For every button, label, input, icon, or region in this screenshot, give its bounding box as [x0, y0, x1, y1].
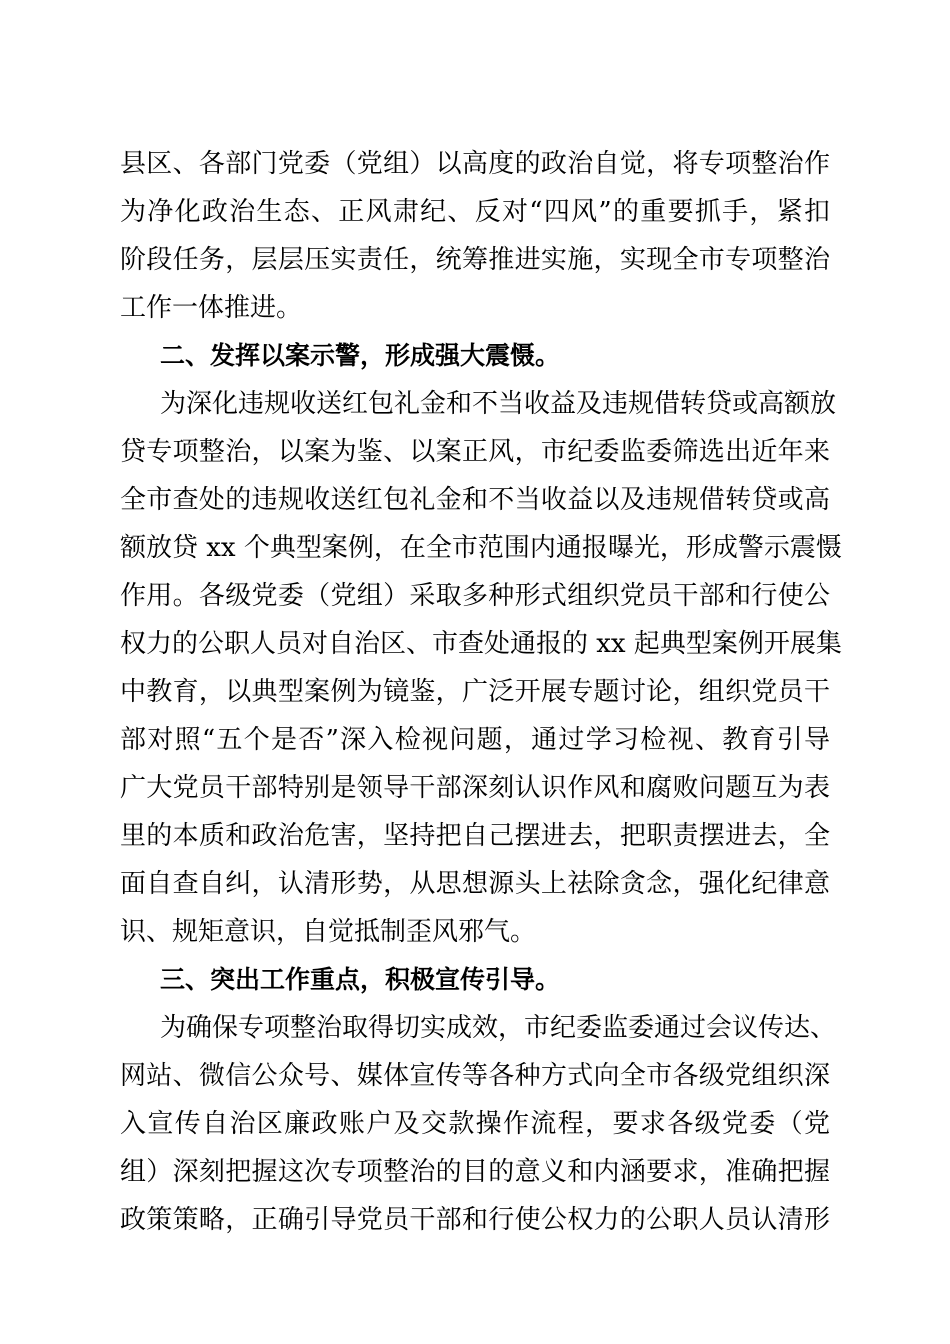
- section-heading: 二、发挥以案示警，形成强大震慑。: [160, 341, 561, 370]
- paragraph-line: 作用。各级党委（党组）采取多种形式组织党员干部和行使公: [120, 581, 830, 611]
- paragraph-line: 贷专项整治，以案为鉴、以案正风，市纪委监委筛选出近年来: [120, 437, 830, 467]
- paragraph-line: 为深化违规收送红包礼金和不当收益及违规借转贷或高额放: [160, 389, 837, 419]
- document-body: [120, 140, 842, 1244]
- paragraph: [120, 380, 842, 956]
- paragraph-line: 额放贷 xx 个典型案例，在全市范围内通报曝光，形成警示震慑: [120, 533, 842, 563]
- paragraph-line: 识、规矩意识，自觉抵制歪风邪气。: [120, 917, 537, 947]
- paragraph-line: 组）深刻把握这次专项整治的目的意义和内涵要求，准确把握: [120, 1157, 830, 1187]
- paragraph-line: 全市查处的违规收送红包礼金和不当收益以及违规借转贷或高: [120, 485, 830, 515]
- paragraph-line: 为净化政治生态、正风肃纪、反对“四风”的重要抓手，紧扣: [120, 197, 830, 227]
- paragraph-line: 广大党员干部特别是领导干部深刻认识作风和腐败问题互为表: [120, 773, 830, 803]
- paragraph-line: 网站、微信公众号、媒体宣传等各种方式向全市各级党组织深: [120, 1061, 830, 1091]
- paragraph-line: 权力的公职人员对自治区、市查处通报的 xx 起典型案例开展集: [120, 629, 842, 659]
- paragraph-line: 县区、各部门党委（党组）以高度的政治自觉，将专项整治作: [120, 149, 830, 179]
- section-heading: 三、突出工作重点，积极宣传引导。: [160, 965, 561, 994]
- paragraph-line: 部对照“五个是否”深入检视问题，通过学习检视、教育引导: [120, 725, 830, 755]
- paragraph-line: 面自查自纠，认清形势，从思想源头上祛除贪念，强化纪律意: [120, 869, 830, 899]
- paragraph-line: 政策策略，正确引导党员干部和行使公权力的公职人员认清形: [120, 1205, 830, 1235]
- paragraph: [120, 1004, 837, 1244]
- paragraph-line: 里的本质和政治危害，坚持把自己摆进去，把职责摆进去，全: [120, 821, 830, 851]
- paragraph-line: 中教育，以典型案例为镜鉴，广泛开展专题讨论，组织党员干: [120, 677, 830, 707]
- paragraph-line: 入宣传自治区廉政账户及交款操作流程，要求各级党委（党: [120, 1109, 830, 1139]
- paragraph: [120, 140, 830, 332]
- paragraph-line: 阶段任务，层层压实责任，统筹推进实施，实现全市专项整治: [120, 245, 830, 275]
- paragraph-line: 工作一体推进。: [120, 293, 303, 323]
- paragraph-line: 为确保专项整治取得切实成效，市纪委监委通过会议传达、: [160, 1013, 837, 1043]
